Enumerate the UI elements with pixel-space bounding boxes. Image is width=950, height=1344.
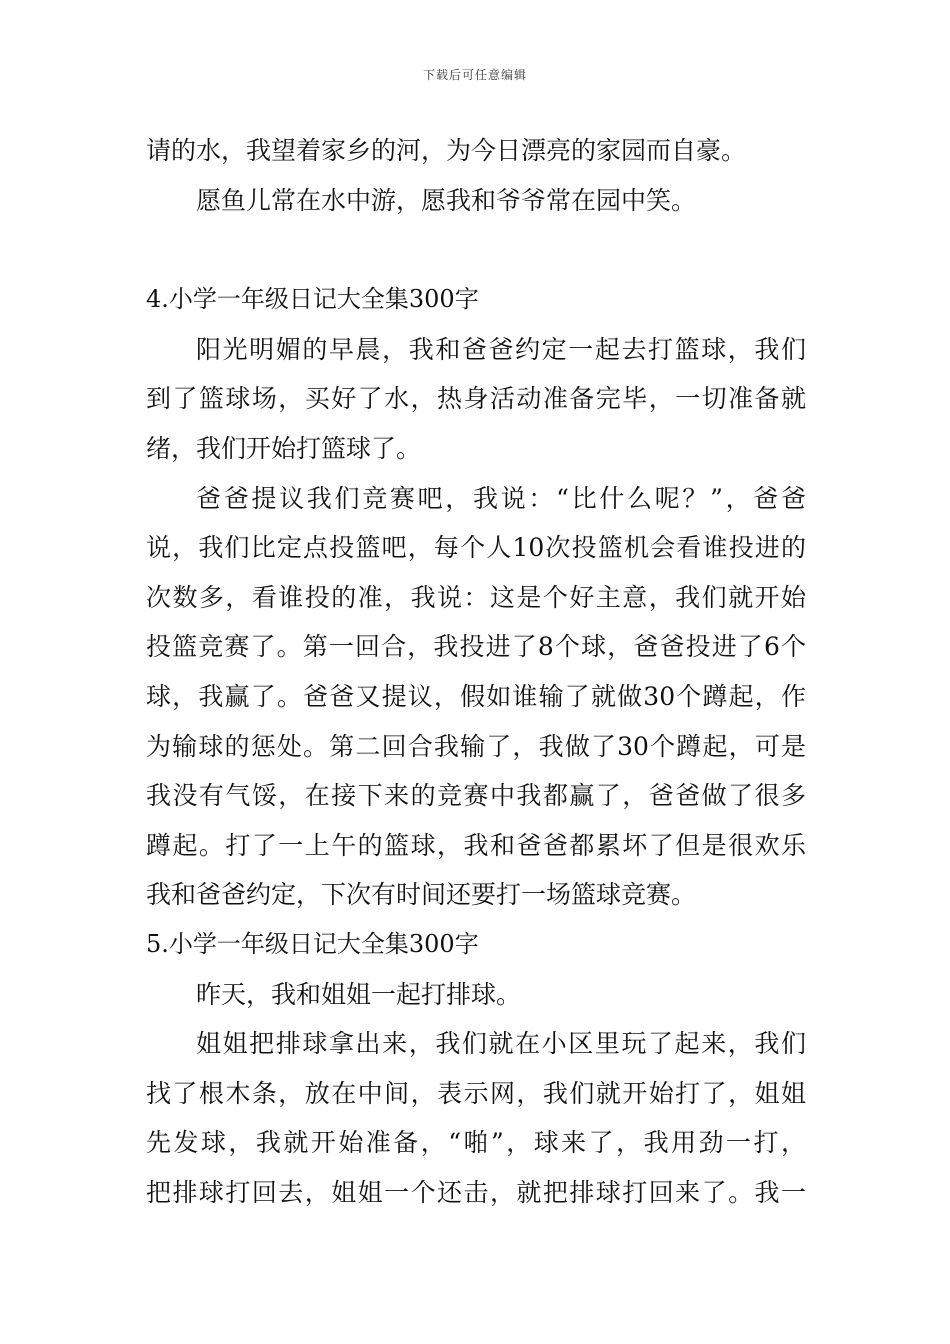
text-line: 阳光明媚的早晨，我和爸爸约定一起去打篮球，我们	[196, 334, 806, 364]
text-line: 先发球，我就开始准备，“啪”，球来了，我用劲一打，	[146, 1128, 806, 1158]
page-header: 下载后可任意编辑	[422, 68, 527, 82]
text-line: 请的水，我望着家乡的河，为今日漂亮的家园而自豪。	[146, 136, 747, 165]
text-line: 我和爸爸约定，下次有时间还要打一场篮球竞赛。	[146, 880, 697, 910]
section-heading-5: 5.小学一年级日记大全集300字	[146, 929, 479, 958]
blank-line	[146, 225, 806, 275]
text-line: 愿鱼儿常在水中游，愿我和爷爷常在园中笑。	[196, 185, 697, 215]
text-line: 为输球的惩处。第二回合我输了，我做了30个蹲起，可是	[146, 731, 806, 761]
text-line: 蹲起。打了一上午的篮球，我和爸爸都累坏了但是很欢乐	[146, 830, 806, 860]
text-line: 找了根木条，放在中间，表示网，我们就开始打了，姐姐	[146, 1078, 806, 1108]
text-line: 绪，我们开始打篮球了。	[146, 433, 422, 463]
text-line: 把排球打回去，姐姐一个还击，就把排球打回来了。我一	[146, 1177, 806, 1207]
text-line: 姐姐把排球拿出来，我们就在小区里玩了起来，我们	[196, 1029, 806, 1059]
section-heading-4: 4.小学一年级日记大全集300字	[146, 285, 479, 314]
text-line: 昨天，我和姐姐一起打排球。	[196, 979, 522, 1009]
document-body	[146, 126, 806, 1217]
text-line: 爸爸提议我们竞赛吧，我说：“比什么呢？”，爸爸	[196, 483, 806, 513]
text-line: 球，我赢了。爸爸又提议，假如谁输了就做30个蹲起，作	[146, 681, 806, 711]
text-line: 次数多，看谁投的准，我说：这是个好主意，我们就开始	[146, 582, 806, 612]
text-line: 我没有气馁，在接下来的竞赛中我都赢了，爸爸做了很多	[146, 781, 806, 811]
text-line: 投篮竞赛了。第一回合，我投进了8个球，爸爸投进了6个	[146, 632, 806, 662]
text-line: 说，我们比定点投篮吧，每个人10次投篮机会看谁投进的	[146, 533, 806, 563]
text-line: 到了篮球场，买好了水，热身活动准备完毕，一切准备就	[146, 384, 806, 414]
